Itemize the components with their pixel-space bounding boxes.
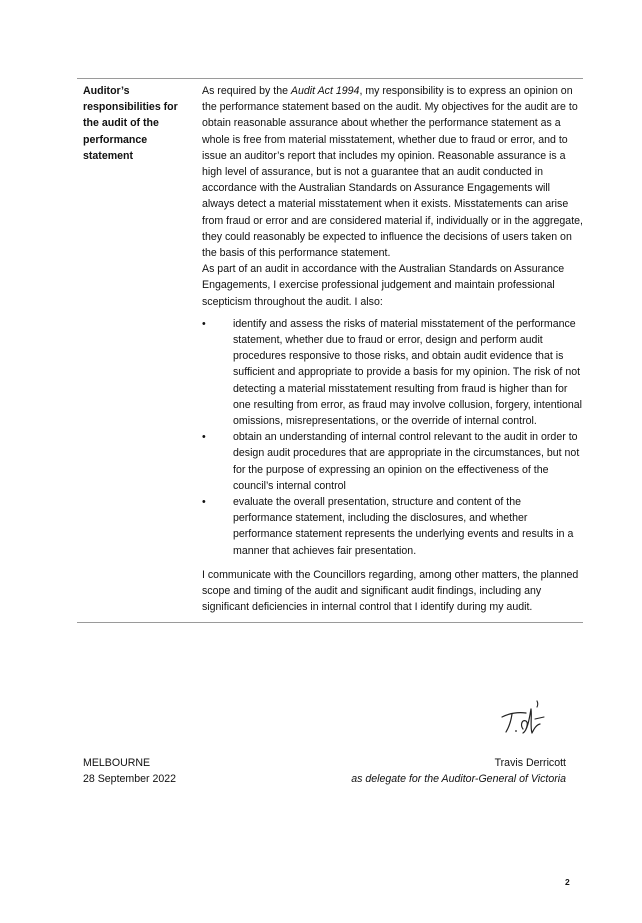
bullet-icon: • [202,496,206,509]
list-item [202,316,583,429]
intro-after-act: , my responsibility is to express an opinion on the performance statement based on the audit. My objectives for the audit are to obtain reasonable assurance about whether the performance statement as a whole is free from material misstatement, whether due to fraud or error, and to issue an auditor’s report that includes my opinion. Reasonable assurance is a high level of assurance, but is not a guarantee that an audit conducted in accordance with the Australian Standards on Assurance Engagements will always detect a material misstatement when it exists. Misstatements can arise from fraud or error and are considered material if, individually or in the aggregate, they could reasonably be expected to influence the decisions of users taken on the basis of this performance statement. [202,85,583,260]
signatory-name: Travis Derricott [494,757,566,769]
act-name: Audit Act 1994 [290,85,360,97]
responsibilities-table [77,78,583,623]
list-item-text: evaluate the overall presentation, structure and content of the performance statement, including the disclosures, and whether performance statement represents the underlying events and results in a manner that achieves fair presentation. [233,496,574,557]
list-item [202,494,583,559]
responsibilities-row [77,79,583,622]
list-item-text: identify and assess the risks of material misstatement of the performance statement, whether due to fraud or error, design and perform audit procedures responsive to those risks, and obtain audit evidence that is sufficient and appropriate to provide a basis for my opinion. The risk of not detecting a material misstatement resulting from fraud is higher than for one resulting from error, as fraud may involve collusion, forgery, intentional omissions, misrepresentations, or the override of internal control. [233,317,582,428]
intro-paragraph [202,83,583,261]
closing-paragraph: I communicate with the Councillors regarding, among other matters, the planned scope and timing of the audit and significant audit findings, including any significant deficiencies in internal control that I identify during my audit. [202,568,579,614]
list-item [202,429,583,494]
city: MELBOURNE [83,757,151,769]
list-item-text: obtain an understanding of internal control relevant to the audit in order to design audit procedures that are appropriate in the circumstances, but not for the purpose of expressing an opinion on the effectiveness of the council’s internal control [233,431,580,492]
intro-before-act: As required by the [202,85,291,97]
bullet-icon: • [202,317,206,330]
page-number: 2 [565,877,570,887]
bullet-icon: • [202,431,206,444]
signatory-role: as delegate for the Auditor-General of Victoria [351,773,566,785]
section-body [189,83,583,616]
handwritten-signature-icon [496,697,552,745]
section-heading: Auditor’s responsibilities for the audit of the performance statement [83,85,178,162]
place-and-date [83,755,176,787]
responsibilities-list [202,316,583,559]
signatory-block [351,755,566,787]
second-paragraph: As part of an audit in accordance with the Australian Standards on Assurance Engagements, I exercise professional judgement and maintain professional scepticism throughout the audit. I also: [202,263,565,308]
signing-date: 28 September 2022 [83,773,177,785]
